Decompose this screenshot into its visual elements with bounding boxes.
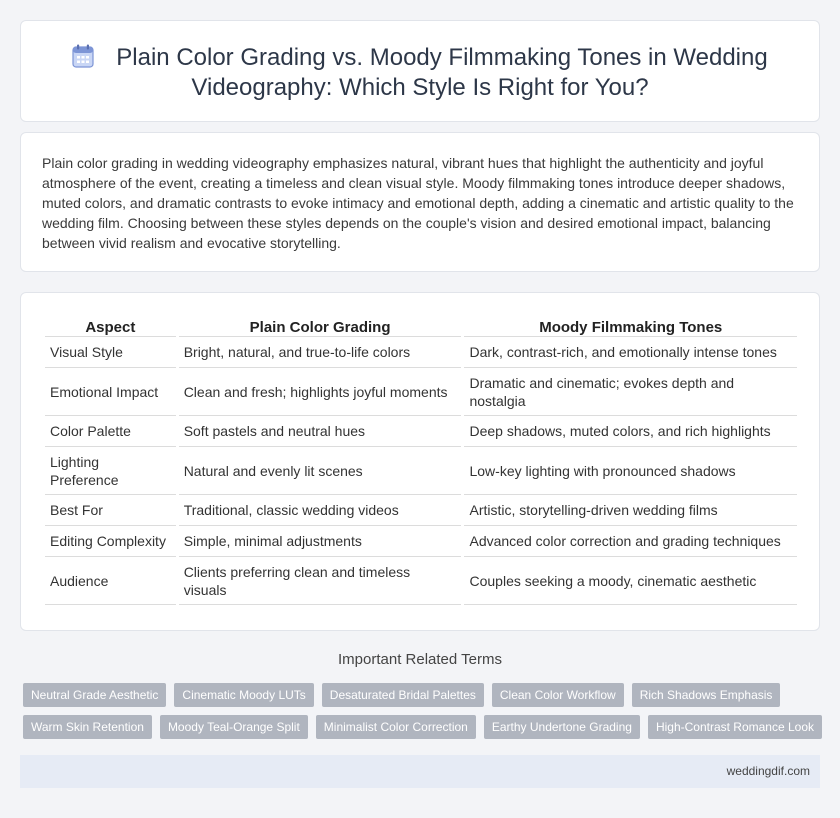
cell-aspect: Emotional Impact xyxy=(45,368,176,416)
tag-link[interactable]: Cinematic Moody LUTs xyxy=(174,683,313,707)
cell-plain: Soft pastels and neutral hues xyxy=(179,416,462,447)
page-title-wrap xyxy=(21,43,819,103)
comparison-table-card xyxy=(20,292,820,631)
table-row xyxy=(45,526,797,557)
cell-moody: Low-key lighting with pronounced shadows xyxy=(464,447,797,495)
related-tags xyxy=(23,683,823,747)
footer-site-link[interactable]: weddingdif.com xyxy=(726,764,810,778)
tag-link[interactable]: Neutral Grade Aesthetic xyxy=(23,683,166,707)
page-title: Plain Color Grading vs. Moody Filmmaking Tones in Wedding Videography: Which Style Is Right for You? xyxy=(116,44,768,101)
cell-plain: Clean and fresh; highlights joyful moments xyxy=(179,368,462,416)
table-row xyxy=(45,447,797,495)
intro-card xyxy=(20,132,820,272)
tag-link[interactable]: Rich Shadows Emphasis xyxy=(632,683,781,707)
tag-link[interactable]: Minimalist Color Correction xyxy=(316,715,476,739)
table-row xyxy=(45,416,797,447)
title-card xyxy=(20,20,820,122)
tag-row-1 xyxy=(23,683,823,707)
tag-link[interactable]: High-Contrast Romance Look xyxy=(648,715,822,739)
tag-link[interactable]: Warm Skin Retention xyxy=(23,715,152,739)
cell-moody: Artistic, storytelling-driven wedding films xyxy=(464,495,797,526)
cell-plain: Bright, natural, and true-to-life colors xyxy=(179,337,462,368)
header-plain: Plain Color Grading xyxy=(179,315,462,337)
footer-bar xyxy=(20,755,820,788)
tag-link[interactable]: Desaturated Bridal Palettes xyxy=(322,683,484,707)
tag-link[interactable]: Clean Color Workflow xyxy=(492,683,624,707)
cell-plain: Natural and evenly lit scenes xyxy=(179,447,462,495)
cell-moody: Advanced color correction and grading techniques xyxy=(464,526,797,557)
tag-link[interactable]: Earthy Undertone Grading xyxy=(484,715,640,739)
cell-plain: Simple, minimal adjustments xyxy=(179,526,462,557)
cell-moody: Deep shadows, muted colors, and rich highlights xyxy=(464,416,797,447)
table-row xyxy=(45,557,797,605)
cell-plain: Clients preferring clean and timeless visuals xyxy=(179,557,462,605)
cell-aspect: Lighting Preference xyxy=(45,447,176,495)
cell-moody: Dramatic and cinematic; evokes depth and nostalgia xyxy=(464,368,797,416)
table-header-row xyxy=(45,315,797,337)
cell-moody: Dark, contrast-rich, and emotionally intense tones xyxy=(464,337,797,368)
cell-plain: Traditional, classic wedding videos xyxy=(179,495,462,526)
tag-row-2 xyxy=(23,715,823,739)
cell-aspect: Audience xyxy=(45,557,176,605)
cell-aspect: Color Palette xyxy=(45,416,176,447)
table-row xyxy=(45,337,797,368)
table-row xyxy=(45,495,797,526)
cell-aspect: Editing Complexity xyxy=(45,526,176,557)
cell-aspect: Best For xyxy=(45,495,176,526)
header-moody: Moody Filmmaking Tones xyxy=(464,315,797,337)
calendar-icon xyxy=(72,44,94,68)
cell-moody: Couples seeking a moody, cinematic aesthetic xyxy=(464,557,797,605)
intro-paragraph: Plain color grading in wedding videography emphasizes natural, vibrant hues that highlight the authenticity and joyful atmosphere of the event, creating a timeless and clean visual style. Moody filmmaking tones introduce deeper shadows, muted colors, and dramatic contrasts to evoke intimacy and emotional depth, adding a cinematic and artistic quality to the wedding film. Choosing between these styles depends on the couple's vision and desired emotional impact, balancing between vivid realism and evocative storytelling. xyxy=(42,155,794,251)
cell-aspect: Visual Style xyxy=(45,337,176,368)
tag-link[interactable]: Moody Teal-Orange Split xyxy=(160,715,308,739)
header-aspect: Aspect xyxy=(45,315,176,337)
comparison-table xyxy=(42,315,800,605)
related-terms-heading: Important Related Terms xyxy=(338,651,502,668)
table-row xyxy=(45,368,797,416)
